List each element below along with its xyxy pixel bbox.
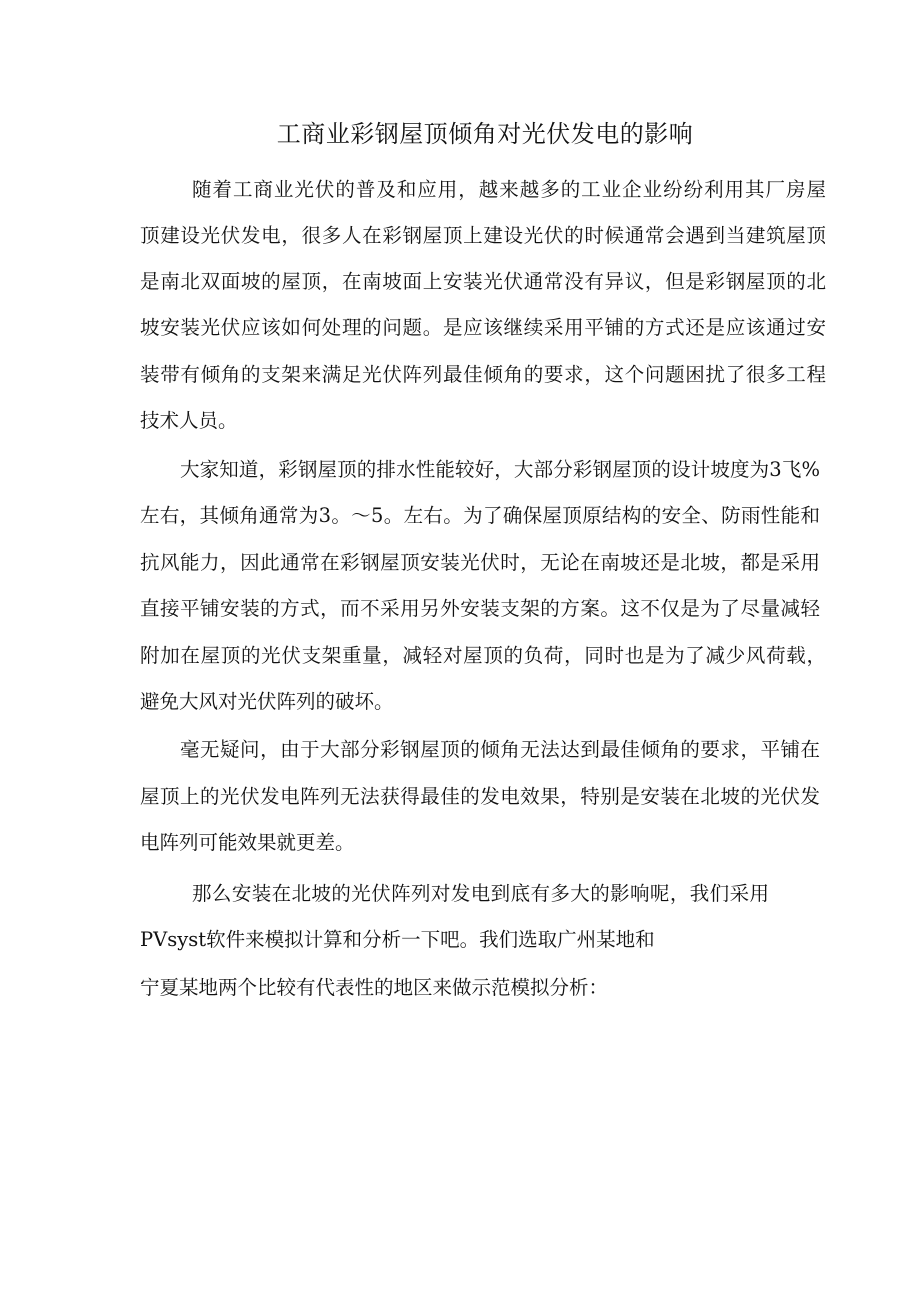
paragraph-2-line-6: 避免大风对光伏阵列的破坏。 (140, 690, 394, 713)
paragraph-2-line-5: 附加在屋顶的光伏支架重量，减轻对屋顶的负荷，同时也是为了减少风荷载， (140, 644, 826, 667)
paragraph-1-line-2: 顶建设光伏发电，很多人在彩钢屋顶上建设光伏的时候通常会遇到当建筑屋顶 (140, 224, 826, 247)
paragraph-2-line-3: 抗风能力，因此通常在彩钢屋顶安装光伏时，无论在南坡还是北坡，都是采用 (140, 551, 820, 574)
paragraph-1-line-5: 装带有倾角的支架来满足光伏阵列最佳倾角的要求，这个问题困扰了很多工程 (140, 363, 826, 386)
paragraph-3-line-1: 毫无疑问，由于大部分彩钢屋顶的倾角无法达到最佳倾角的要求，平铺在 (180, 738, 820, 761)
paragraph-2-line-1: 大家知道，彩钢屋顶的排水性能较好，大部分彩钢屋顶的设计坡度为3飞% (180, 458, 820, 481)
paragraph-3-line-3: 电阵列可能效果就更差。 (140, 831, 355, 854)
paragraph-1-line-4: 坡安装光伏应该如何处理的问题。是应该继续采用平铺的方式还是应该通过安 (140, 316, 826, 339)
paragraph-1-line-6: 技术人员。 (140, 409, 238, 432)
paragraph-2-line-2: 左右，其倾角通常为3。～5。左右。为了确保屋顶原结构的安全、防雨性能和 (140, 504, 820, 527)
paragraph-1-line-3: 是南北双面坡的屋顶，在南坡面上安装光伏通常没有异议，但是彩钢屋顶的北 (140, 270, 826, 293)
paragraph-1-line-1: 随着工商业光伏的普及和应用，越来越多的工业企业纷纷利用其厂房屋 (192, 178, 826, 201)
paragraph-3-line-2: 屋顶上的光伏发电阵列无法获得最佳的发电效果，特别是安装在北坡的光伏发 (140, 785, 820, 808)
paragraph-4-line-1: 那么安装在北坡的光伏阵列对发电到底有多大的影响呢，我们采用 (192, 882, 769, 905)
paragraph-4-line-3: 宁夏某地两个比较有代表性的地区来做示范模拟分析： (140, 976, 609, 999)
paragraph-4-line-2: PVsyst软件来模拟计算和分析一下吧。我们选取广州某地和 (140, 928, 655, 951)
document-title: 工商业彩钢屋顶倾角对光伏发电的影响 (276, 120, 694, 148)
paragraph-2-line-4: 直接平铺安装的方式，而不采用另外安装支架的方案。这不仅是为了尽量减轻 (140, 597, 820, 620)
